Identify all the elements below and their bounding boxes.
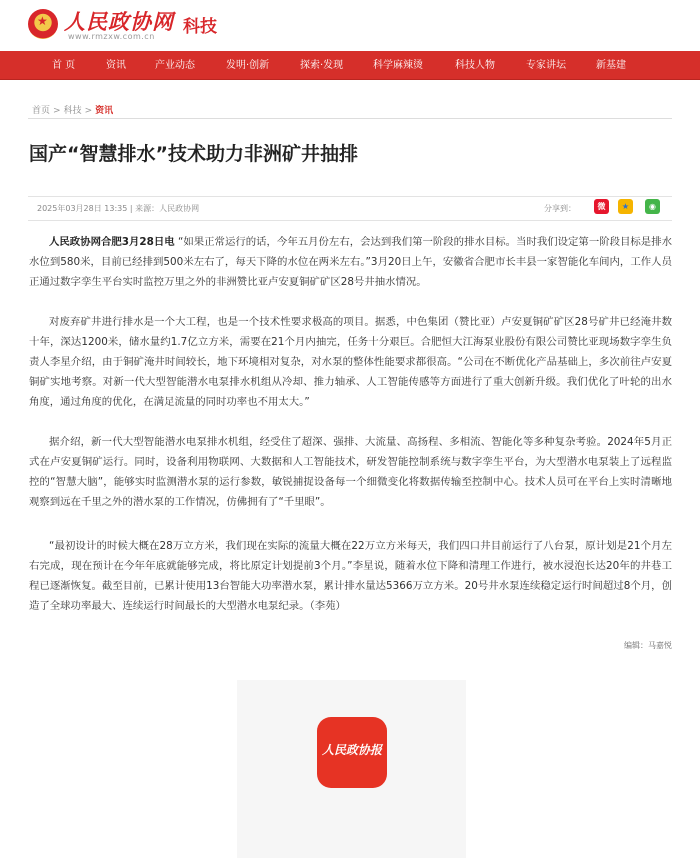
- nav-item-industry[interactable]: 产业动态: [155, 60, 195, 71]
- site-logo[interactable]: 人民政协网: [64, 9, 174, 34]
- app-logo-text: 人民政协报: [321, 743, 382, 757]
- article-meta: 2025年03月28日 13:35 | 来源：人民政协网: [37, 204, 200, 213]
- breadcrumb-separator: >: [53, 106, 61, 116]
- main-nav: [0, 51, 700, 80]
- share-label: 分享到：: [544, 204, 576, 213]
- cppcc-emblem-icon[interactable]: ★: [28, 9, 58, 39]
- nav-item-science[interactable]: 科学麻辣烫: [373, 60, 423, 71]
- breadcrumb-separator: >: [84, 106, 93, 116]
- breadcrumb-current[interactable]: 资讯: [95, 106, 114, 116]
- breadcrumb-home[interactable]: 首页: [32, 106, 51, 116]
- nav-item-people[interactable]: 科技人物: [455, 60, 495, 71]
- weibo-share-icon[interactable]: 微: [594, 199, 609, 214]
- site-header: [0, 0, 700, 50]
- article-paragraph: [29, 232, 672, 292]
- nav-item-home[interactable]: 首 页: [52, 60, 76, 71]
- divider: [28, 220, 672, 221]
- nav-item-experts[interactable]: 专家讲坛: [526, 60, 566, 71]
- nav-item-discovery[interactable]: 探索·发现: [300, 60, 344, 71]
- nav-item-invention[interactable]: 发明·创新: [226, 60, 270, 71]
- app-logo-icon[interactable]: [317, 717, 387, 788]
- breadcrumb: [32, 103, 113, 116]
- divider: [28, 196, 672, 197]
- site-url: www.rmzxw.com.cn: [68, 32, 155, 41]
- breadcrumb-tech[interactable]: 科技: [63, 106, 82, 116]
- article-title: 国产“智慧排水”技术助力非洲矿井抽排: [29, 143, 358, 165]
- article-paragraph: 对废弃矿井进行排水是一个大工程，也是一个技术性要求极高的项目。据悉，中色集团（赞比亚）卢安夏铜矿矿区28号矿井已经淹井数十年，深达1200米，储水量约1.7亿立方米，需要在21个月内抽完，任务十分艰巨。合肥恒大江海泵业股份有限公司赞比亚现场数字孪生负责人李星介绍，由于铜矿淹井时间较长，地下环境相对复杂，对水泵的整体性能要求都很高。“公司在不断优化产品基础上，多次前往卢安夏铜矿实地考察。对新一代大型智能潜水电泵排水机组从冷却、推力轴承、人工智能传感等方面进行了重大创新升级。我们优化了叶轮的出水角度，通过角度的优化，在满足流量的同时功率也不用太大。”: [29, 316, 672, 408]
- dateline: 人民政协网合肥3月28日电: [49, 236, 175, 248]
- article-paragraph: “最初设计的时候大概在28万立方米，我们现在实际的流量大概在22万立方米每天，我们四口井目前运行了八台泵，原计划是21个月左右完成，现在预计在今年年底就能够完成，将比原定计划提前3个月。”李星说，随着水位下降和清理工作进行，被水浸泡长达20年的井巷工程已逐渐恢复。截至目前，已累计使用13台智能大功率潜水泵，累计排水量达5366万立方米。20号井水泵连续稳定运行时间超过8个月，创造了全球功率最大、连续运行时间最长的大型潜水电泵纪录。（李苑）: [29, 540, 672, 612]
- article-paragraph: 据介绍，新一代大型智能潜水电泵排水机组，经受住了超深、强排、大流量、高扬程、多相流、智能化等多种复杂考验。2024年5月正式在卢安夏铜矿运行。同时，设备利用物联网、大数据和人工智能技术，研发智能控制系统与数字孪生平台，为大型潜水电泵装上了远程监控的“智慧大脑”，能够实时监测潜水泵的运行参数，敏锐捕捉设备每一个细微变化将数据传输至控制中心。技术人员可在平台上实时清晰地观察到远在千里之外的潜水泵的工作情况，仿佛拥有了“千里眼”。: [29, 436, 672, 508]
- wechat-share-icon[interactable]: ◉: [645, 199, 660, 214]
- nav-item-new-infra[interactable]: 新基建: [596, 60, 626, 71]
- editor-credit: 编辑：马嘉悦: [624, 641, 672, 650]
- paragraph-text: “如果正常运行的话，今年五月份左右，会达到我们第一阶段的排水目标。当时我们设定第一阶段目标是排水水位到580米，目前已经排到500米左右了，每天下降的水位在两米左右。”3月20日上午，安徽省合肥市长丰县一家智能化车间内，工作人员正通过数字孪生平台实时监控万里之外的非洲赞比亚卢安夏铜矿矿区28号井抽水情况。: [29, 236, 672, 288]
- nav-item-news[interactable]: 资讯: [106, 60, 126, 71]
- qzone-share-icon[interactable]: ★: [618, 199, 633, 214]
- divider: [28, 118, 672, 119]
- channel-name[interactable]: 科技: [183, 17, 217, 37]
